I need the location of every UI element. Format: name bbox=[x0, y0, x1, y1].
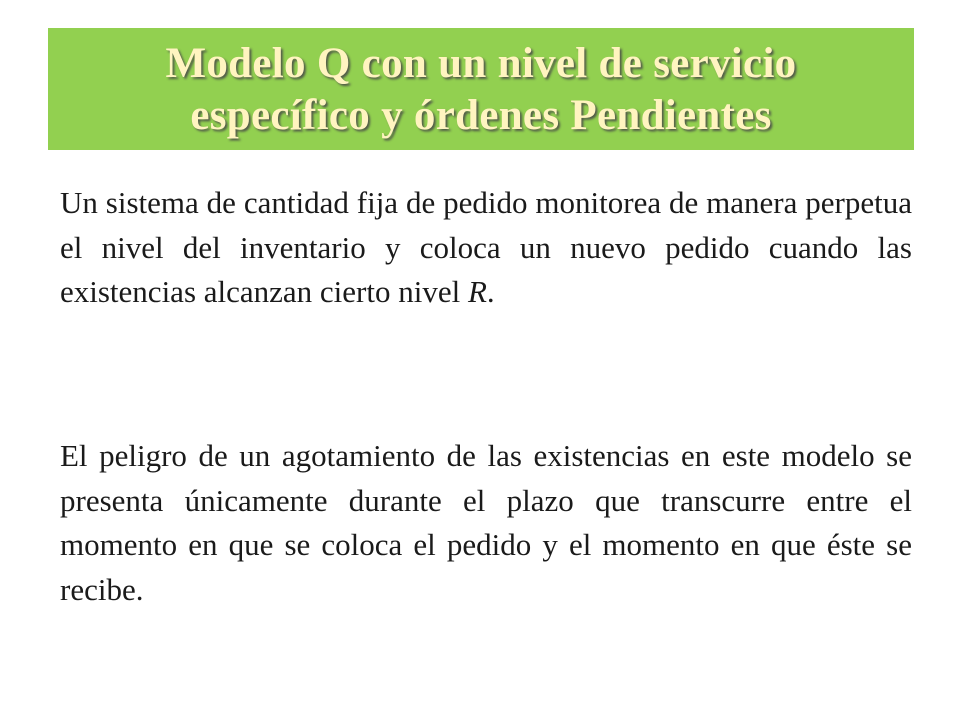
paragraph-1-period: . bbox=[486, 274, 495, 309]
paragraph-stockout-risk: El peligro de un agotamiento de las existencias en este modelo se presenta únicamente durante el plazo que transcurre entre el momento en que se coloca el pedido y el momento en que éste se recibe. bbox=[60, 438, 912, 607]
slide-title-line-1: Modelo Q con un nivel de servicio bbox=[165, 40, 797, 87]
paragraph-1-text: Un sistema de cantidad fija de pedido monitorea de manera perpetua el nivel del inventario y coloca un nuevo pedido cuando las existencias alcanzan cierto nivel bbox=[60, 185, 912, 309]
paragraph-fixed-quantity-system bbox=[60, 181, 912, 315]
slide-title-line-2: específico y órdenes Pendientes bbox=[190, 92, 772, 139]
slide-title-banner bbox=[48, 28, 914, 150]
reorder-level-variable: R bbox=[467, 274, 487, 309]
